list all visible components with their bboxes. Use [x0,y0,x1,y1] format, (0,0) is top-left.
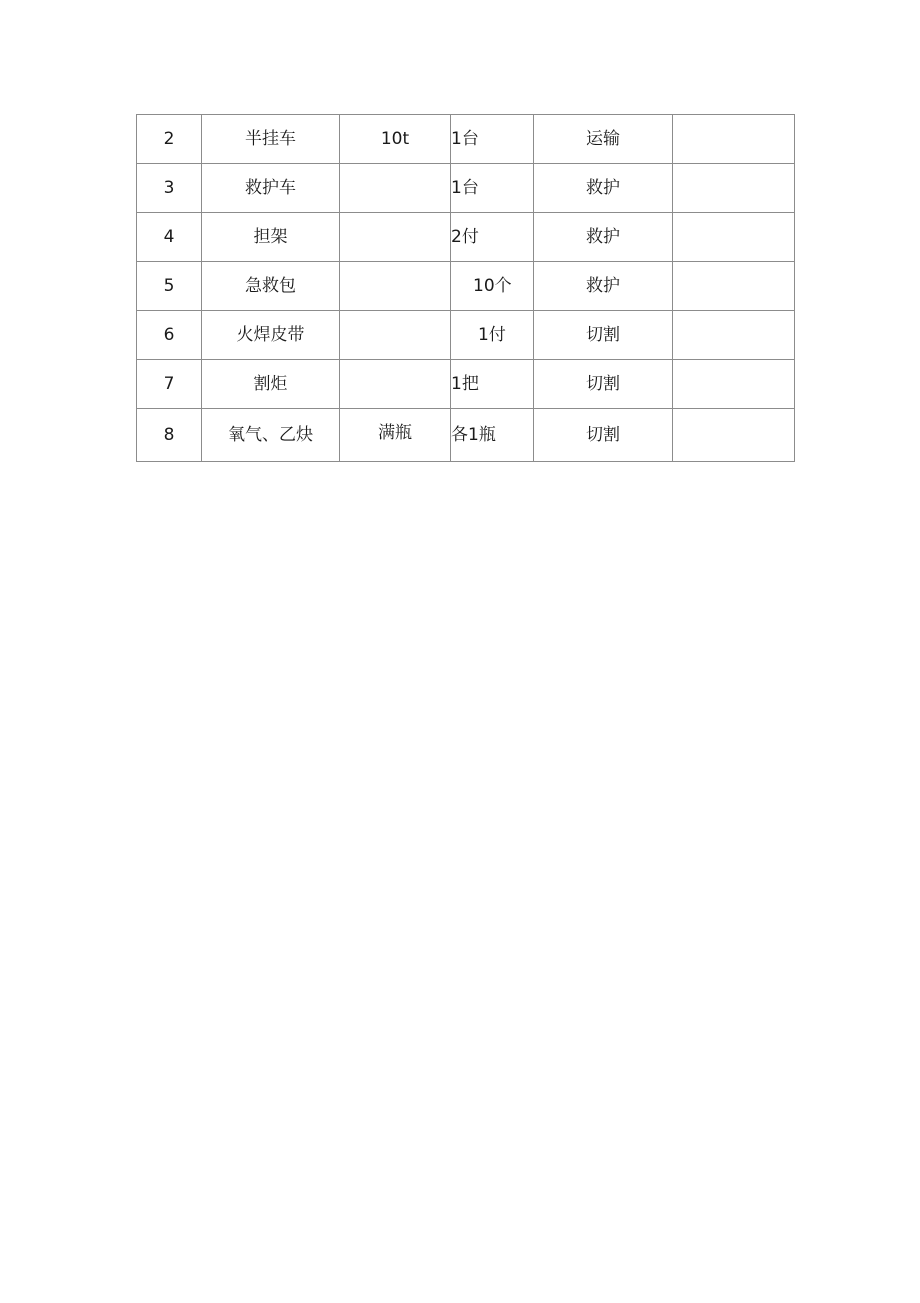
cell-use: 切割 [534,409,673,462]
cell-no: 6 [137,311,202,360]
table-row [137,262,795,311]
cell-no: 4 [137,213,202,262]
cell-spec [340,164,451,213]
table-row [137,409,795,462]
cell-name: 急救包 [202,262,340,311]
equipment-table [136,114,795,462]
cell-note [673,164,795,213]
cell-note [673,360,795,409]
table-row [137,115,795,164]
cell-name: 火焊皮带 [202,311,340,360]
cell-use: 运输 [534,115,673,164]
cell-name: 半挂车 [202,115,340,164]
cell-use: 救护 [534,164,673,213]
cell-no: 5 [137,262,202,311]
cell-qty: 1把 [451,360,534,409]
cell-spec [340,262,451,311]
cell-no: 2 [137,115,202,164]
cell-spec [340,311,451,360]
cell-spec [340,360,451,409]
cell-qty: 2付 [451,213,534,262]
cell-use: 救护 [534,262,673,311]
table-row [137,360,795,409]
table-row [137,164,795,213]
cell-name: 救护车 [202,164,340,213]
table-row [137,311,795,360]
cell-qty: 1付 [451,311,534,360]
cell-use: 切割 [534,311,673,360]
cell-no: 3 [137,164,202,213]
cell-qty: 1台 [451,115,534,164]
cell-note [673,409,795,462]
cell-note [673,311,795,360]
cell-note [673,115,795,164]
cell-qty: 各1瓶 [451,409,534,462]
table-row [137,213,795,262]
cell-use: 切割 [534,360,673,409]
cell-use: 救护 [534,213,673,262]
cell-qty: 1台 [451,164,534,213]
cell-name: 担架 [202,213,340,262]
cell-name: 氧气、乙炔 [202,409,340,462]
cell-qty: 10个 [451,262,534,311]
cell-no: 7 [137,360,202,409]
cell-note [673,213,795,262]
cell-name: 割炬 [202,360,340,409]
cell-spec: 10t [340,115,451,164]
cell-spec: 满瓶 [340,409,451,462]
cell-spec [340,213,451,262]
cell-no: 8 [137,409,202,462]
cell-note [673,262,795,311]
